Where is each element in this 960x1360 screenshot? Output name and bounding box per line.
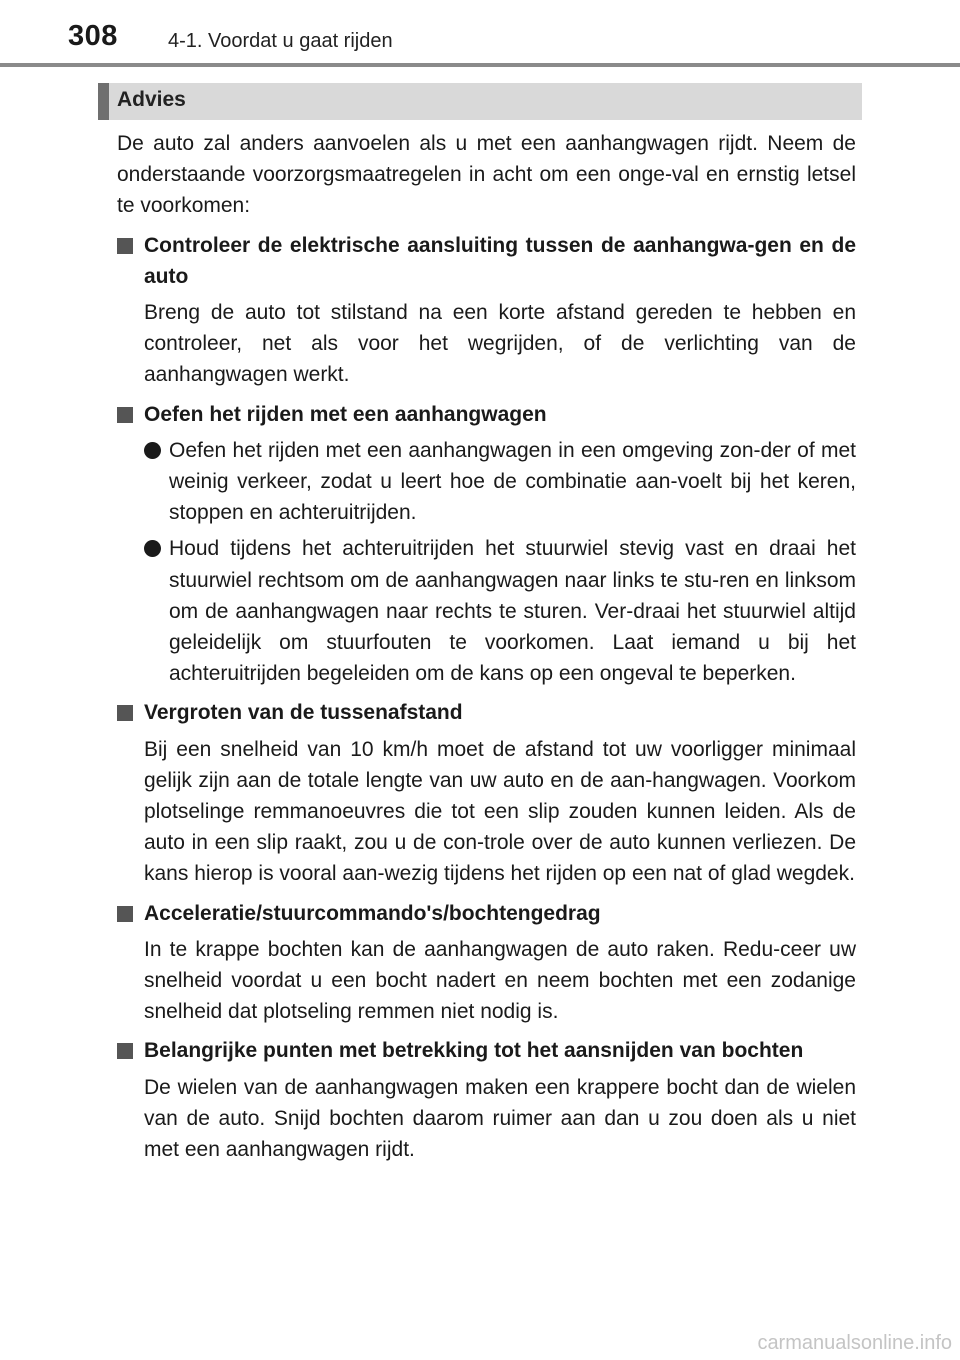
bullet-text: Houd tijdens het achteruitrijden het stuurwiel stevig vast en draai het stuurwiel rechtsom om de aanhangwagen naar links te stu-ren en linksom om de aanhangwagen naar rechts te sturen. Ver-draai het stuurwiel altijd geleidelijk om stuurfouten te voorkomen. Laat iemand u bij het achteruitrijden begeleiden om de kans op een ongeval te beperken. (169, 537, 856, 686)
square-bullet-icon (117, 705, 133, 721)
advies-box (98, 83, 862, 120)
section-following-distance (117, 697, 856, 889)
section-heading-text: Vergroten van de tussenafstand (144, 701, 463, 725)
section-heading-text: Belangrijke punten met betrekking tot het aansnijden van bochten (144, 1039, 804, 1063)
section-practice-driving (117, 399, 856, 690)
section-heading (117, 399, 856, 430)
square-bullet-icon (117, 906, 133, 922)
section-heading (117, 230, 856, 292)
round-bullet-icon (144, 442, 161, 459)
section-body: Breng de auto tot stilstand na een korte afstand gereden te hebben en controleer, net als voor het wegrijden, of de verlichting van de aanhangwagen werkt. (144, 301, 856, 387)
section-electrical-connection (117, 230, 856, 391)
header-divider (0, 63, 960, 67)
section-body: De wielen van de aanhangwagen maken een krappere bocht dan de wielen van de auto. Snijd bochten daarom ruimer aan dan u zou doen als u niet met een aanhangwagen rijdt. (144, 1075, 856, 1162)
section-heading (117, 697, 856, 728)
section-body: In te krappe bochten kan de aanhangwagen de auto raken. Redu-ceer uw snelheid voordat u een bocht nadert en neem bochten met een zodanige snelheid dat plotseling remmen niet nodig is. (144, 937, 856, 1024)
section-cornering (117, 1035, 856, 1165)
square-bullet-icon (117, 238, 133, 254)
section-heading-text: Acceleratie/stuurcommando's/bochtengedrag (144, 901, 601, 925)
section-title: 4-1. Voordat u gaat rijden (168, 30, 393, 52)
square-bullet-icon (117, 1043, 133, 1059)
page-number: 308 (68, 20, 118, 52)
section-acceleration-steering (117, 898, 856, 1028)
bullet-item (117, 435, 856, 529)
round-bullet-icon (144, 540, 161, 557)
content (117, 128, 856, 1173)
intro-paragraph: De auto zal anders aanvoelen als u met een aanhangwagen rijdt. Neem de onderstaande voorzorgsmaatregelen in acht om een onge-val en ernstig letsel te voorkomen: (117, 132, 856, 218)
section-heading-text: Controleer de elektrische aansluiting tussen de aanhangwa-gen en de auto (144, 233, 856, 288)
square-bullet-icon (117, 407, 133, 423)
page-header (0, 0, 960, 68)
advies-title: Advies (117, 88, 186, 111)
bullet-text: Oefen het rijden met een aanhangwagen in een omgeving zon-der of met weinig verkeer, zodat u leert hoe de combinatie aan-voelt bij het keren, stoppen en achteruitrijden. (169, 438, 856, 525)
section-heading (117, 1035, 856, 1066)
watermark: carmanualsonline.info (757, 1332, 952, 1354)
section-heading-text: Oefen het rijden met een aanhangwagen (144, 402, 547, 426)
bullet-item (117, 533, 856, 689)
section-body: Bij een snelheid van 10 km/h moet de afstand tot uw voorligger minimaal gelijk zijn aan de totale lengte van uw auto en de aan-hangwagen. Voorkom plotselinge remmanoeuvres die tot een slip zouden kunnen leiden. Als de auto in een slip raakt, zou u de con-trole over de auto kunnen verliezen. De kans hierop is vooral aan-wezig tijdens het rijden op een nat of glad wegdek. (144, 737, 856, 886)
section-heading (117, 898, 856, 929)
